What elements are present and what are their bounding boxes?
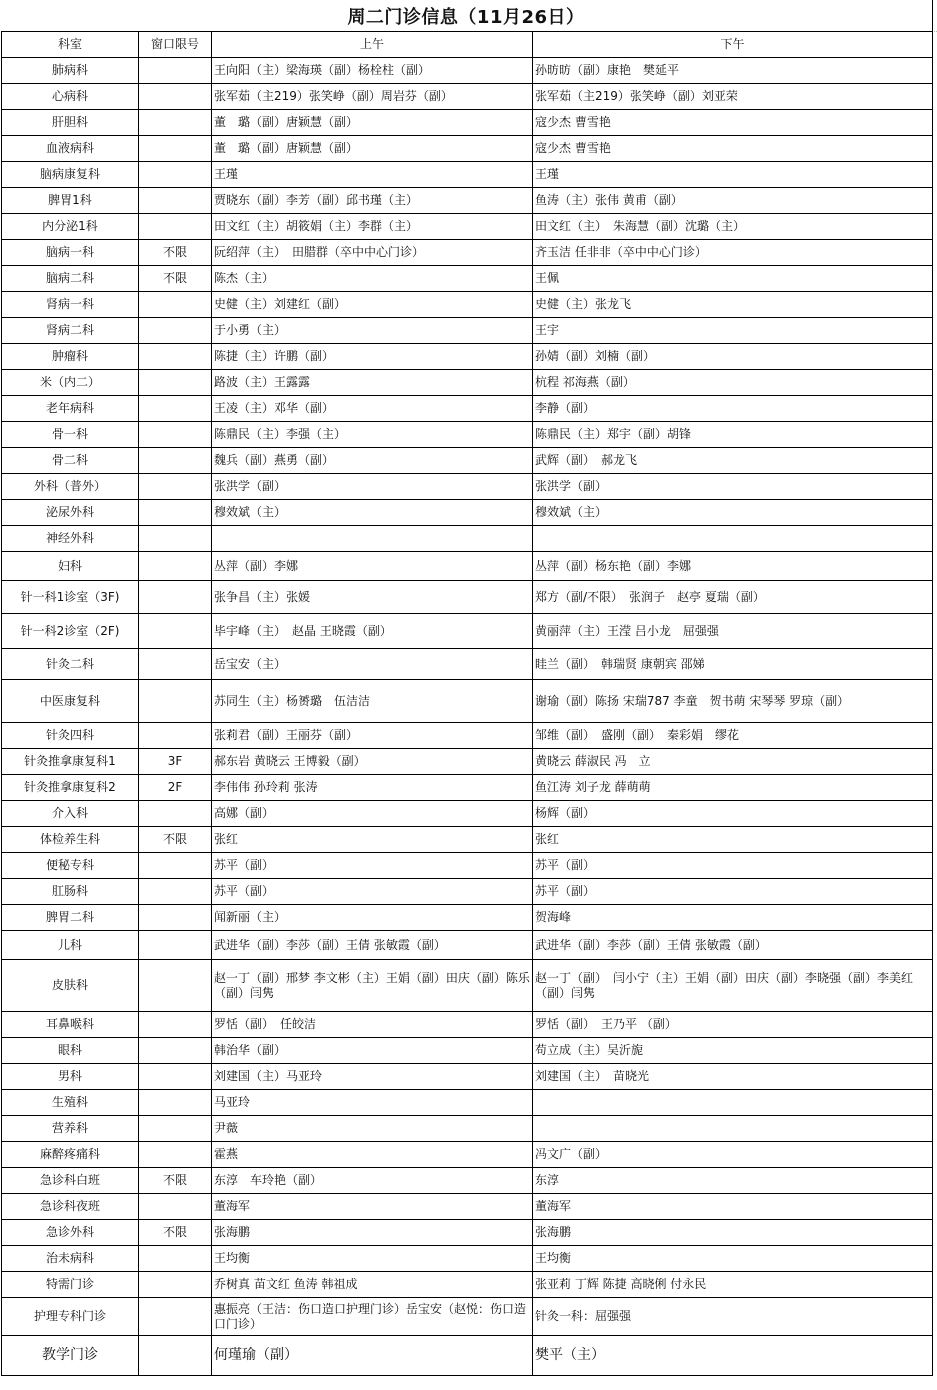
morning-cell: 王凌（主）邓华（副） xyxy=(212,396,533,422)
morning-cell: 丛萍（副）李娜 xyxy=(212,552,533,581)
afternoon-cell: 史健（主）张龙飞 xyxy=(533,292,933,318)
afternoon-cell: 樊平（主） xyxy=(533,1336,933,1376)
dept-cell: 肿瘤科 xyxy=(2,344,139,370)
afternoon-cell: 刘建国（主） 苗晓光 xyxy=(533,1064,933,1090)
table-row xyxy=(2,84,933,110)
morning-cell: 董 璐（副）唐颖慧（副） xyxy=(212,136,533,162)
afternoon-cell: 寇少杰 曹雪艳 xyxy=(533,110,933,136)
afternoon-cell: 张红 xyxy=(533,827,933,853)
table-row xyxy=(2,581,933,614)
window-limit-cell xyxy=(139,136,212,162)
morning-cell: 苏平（副） xyxy=(212,853,533,879)
table-row xyxy=(2,370,933,396)
dept-cell: 特需门诊 xyxy=(2,1272,139,1298)
morning-cell: 于小勇（主） xyxy=(212,318,533,344)
table-row xyxy=(2,58,933,84)
dept-cell: 治未病科 xyxy=(2,1246,139,1272)
dept-cell: 肾病二科 xyxy=(2,318,139,344)
afternoon-cell: 张洪学（副） xyxy=(533,474,933,500)
window-limit-cell xyxy=(139,581,212,614)
morning-cell: 张军茹（主219）张笑峥（副）周岩芬（副） xyxy=(212,84,533,110)
window-limit-cell xyxy=(139,500,212,526)
table-row xyxy=(2,110,933,136)
morning-cell: 尹薇 xyxy=(212,1116,533,1142)
table-row xyxy=(2,500,933,526)
window-limit-cell xyxy=(139,422,212,448)
table-row xyxy=(2,396,933,422)
window-limit-cell xyxy=(139,1038,212,1064)
window-limit-cell xyxy=(139,370,212,396)
window-limit-cell xyxy=(139,292,212,318)
afternoon-cell: 孙婧（副）刘楠（副） xyxy=(533,344,933,370)
table-row xyxy=(2,749,933,775)
table-row xyxy=(2,1246,933,1272)
morning-cell: 张洪学（副） xyxy=(212,474,533,500)
header-pm: 下午 xyxy=(533,32,933,58)
table-row xyxy=(2,318,933,344)
table-row xyxy=(2,879,933,905)
window-limit-cell xyxy=(139,214,212,240)
morning-cell: 何瑾瑜（副） xyxy=(212,1336,533,1376)
morning-cell: 郝东岩 黄晓云 王博毅（副） xyxy=(212,749,533,775)
morning-cell: 闻新丽（主） xyxy=(212,905,533,931)
dept-cell: 麻醉疼痛科 xyxy=(2,1142,139,1168)
sheet-gridline xyxy=(932,0,937,32)
window-limit-cell: 不限 xyxy=(139,827,212,853)
table-row xyxy=(2,1090,933,1116)
morning-cell: 惠振亮（王洁：伤口造口护理门诊）岳宝安（赵悦：伤口造口门诊） xyxy=(212,1298,533,1336)
afternoon-cell: 针灸一科：屈强强 xyxy=(533,1298,933,1336)
afternoon-cell: 冯文广（副） xyxy=(533,1142,933,1168)
window-limit-cell xyxy=(139,344,212,370)
morning-cell: 路波（主）王露露 xyxy=(212,370,533,396)
dept-cell: 便秘专科 xyxy=(2,853,139,879)
morning-cell: 张海鹏 xyxy=(212,1220,533,1246)
morning-cell: 张红 xyxy=(212,827,533,853)
dept-cell: 米（内二） xyxy=(2,370,139,396)
window-limit-cell xyxy=(139,1116,212,1142)
table-row xyxy=(2,526,933,552)
dept-cell: 男科 xyxy=(2,1064,139,1090)
morning-cell: 王瑾 xyxy=(212,162,533,188)
afternoon-cell: 穆效斌（主） xyxy=(533,500,933,526)
afternoon-cell: 陈鼎民（主）郑宇（副）胡锋 xyxy=(533,422,933,448)
table-row xyxy=(2,188,933,214)
dept-cell: 急诊外科 xyxy=(2,1220,139,1246)
dept-cell: 老年病科 xyxy=(2,396,139,422)
dept-cell: 耳鼻喉科 xyxy=(2,1012,139,1038)
morning-cell: 韩治华（副） xyxy=(212,1038,533,1064)
window-limit-cell xyxy=(139,448,212,474)
window-limit-cell xyxy=(139,1090,212,1116)
clinic-schedule-table xyxy=(1,31,933,1376)
afternoon-cell: 苏平（副） xyxy=(533,879,933,905)
morning-cell: 魏兵（副）燕勇（副） xyxy=(212,448,533,474)
morning-cell xyxy=(212,526,533,552)
header-row xyxy=(2,32,933,58)
header-window: 窗口限号 xyxy=(139,32,212,58)
morning-cell: 张争昌（主）张媛 xyxy=(212,581,533,614)
morning-cell: 毕宇峰（主） 赵晶 王晓霞（副） xyxy=(212,614,533,649)
table-row xyxy=(2,649,933,680)
dept-cell: 体检养生科 xyxy=(2,827,139,853)
window-limit-cell xyxy=(139,58,212,84)
morning-cell: 陈杰（主） xyxy=(212,266,533,292)
table-row xyxy=(2,827,933,853)
afternoon-cell: 贺海峰 xyxy=(533,905,933,931)
morning-cell: 王向阳（主）梁海瑛（副）杨栓柱（副） xyxy=(212,58,533,84)
dept-cell: 肾病一科 xyxy=(2,292,139,318)
table-row xyxy=(2,240,933,266)
afternoon-cell: 丛萍（副）杨东艳（副）李娜 xyxy=(533,552,933,581)
dept-cell: 心病科 xyxy=(2,84,139,110)
afternoon-cell: 东淳 xyxy=(533,1168,933,1194)
window-limit-cell xyxy=(139,614,212,649)
afternoon-cell: 鱼涛（主）张伟 黄甫（副） xyxy=(533,188,933,214)
dept-cell: 泌尿外科 xyxy=(2,500,139,526)
morning-cell: 乔树真 苗文红 鱼涛 韩祖成 xyxy=(212,1272,533,1298)
dept-cell: 眼科 xyxy=(2,1038,139,1064)
afternoon-cell: 齐玉洁 任非非（卒中中心门诊） xyxy=(533,240,933,266)
dept-cell: 外科（普外） xyxy=(2,474,139,500)
window-limit-cell xyxy=(139,188,212,214)
table-row xyxy=(2,1038,933,1064)
morning-cell: 赵一丁（副）邢梦 李文彬（主）王娟（副）田庆（副）陈乐（副）闫隽 xyxy=(212,960,533,1012)
morning-cell: 刘建国（主）马亚玲 xyxy=(212,1064,533,1090)
afternoon-cell: 张亚莉 丁辉 陈捷 高晓俐 付永民 xyxy=(533,1272,933,1298)
dept-cell: 护理专科门诊 xyxy=(2,1298,139,1336)
dept-cell: 介入科 xyxy=(2,801,139,827)
table-row xyxy=(2,1064,933,1090)
dept-cell: 针一科2诊室（2F) xyxy=(2,614,139,649)
dept-cell: 营养科 xyxy=(2,1116,139,1142)
morning-cell: 王均衡 xyxy=(212,1246,533,1272)
morning-cell: 马亚玲 xyxy=(212,1090,533,1116)
header-am: 上午 xyxy=(212,32,533,58)
morning-cell: 董 璐（副）唐颖慧（副） xyxy=(212,110,533,136)
afternoon-cell: 王佩 xyxy=(533,266,933,292)
table-row xyxy=(2,266,933,292)
window-limit-cell xyxy=(139,162,212,188)
afternoon-cell: 杨辉（副） xyxy=(533,801,933,827)
morning-cell: 陈鼎民（主）李强（主） xyxy=(212,422,533,448)
dept-cell: 脑病一科 xyxy=(2,240,139,266)
afternoon-cell: 黄丽萍（主）王滢 吕小龙 屈强强 xyxy=(533,614,933,649)
table-row xyxy=(2,1142,933,1168)
window-limit-cell xyxy=(139,526,212,552)
dept-cell: 针一科1诊室（3F) xyxy=(2,581,139,614)
afternoon-cell: 王瑾 xyxy=(533,162,933,188)
table-row xyxy=(2,1298,933,1336)
table-row xyxy=(2,723,933,749)
window-limit-cell: 不限 xyxy=(139,240,212,266)
window-limit-cell xyxy=(139,552,212,581)
afternoon-cell: 邹维（副） 盛刚（副） 秦彩娟 缪花 xyxy=(533,723,933,749)
window-limit-cell xyxy=(139,396,212,422)
window-limit-cell xyxy=(139,1246,212,1272)
table-row xyxy=(2,680,933,723)
table-row xyxy=(2,474,933,500)
afternoon-cell: 郑方（副/不限） 张润子 赵亭 夏瑞（副） xyxy=(533,581,933,614)
dept-cell: 妇科 xyxy=(2,552,139,581)
table-row xyxy=(2,552,933,581)
afternoon-cell: 田文红（主） 朱海慧（副）沈璐（主） xyxy=(533,214,933,240)
morning-cell: 苏平（副） xyxy=(212,879,533,905)
morning-cell: 田文红（主）胡筱娟（主）李群（主） xyxy=(212,214,533,240)
window-limit-cell: 不限 xyxy=(139,1168,212,1194)
dept-cell: 急诊科白班 xyxy=(2,1168,139,1194)
afternoon-cell: 苏平（副） xyxy=(533,853,933,879)
afternoon-cell xyxy=(533,526,933,552)
table-row xyxy=(2,448,933,474)
dept-cell: 骨二科 xyxy=(2,448,139,474)
afternoon-cell: 谢瑜（副）陈扬 宋瑞787 李童 贺书萌 宋琴琴 罗琼（副） xyxy=(533,680,933,723)
dept-cell: 肺病科 xyxy=(2,58,139,84)
morning-cell: 岳宝安（主） xyxy=(212,649,533,680)
dept-cell: 神经外科 xyxy=(2,526,139,552)
window-limit-cell xyxy=(139,960,212,1012)
table-row xyxy=(2,1272,933,1298)
dept-cell: 内分泌1科 xyxy=(2,214,139,240)
table-row xyxy=(2,960,933,1012)
dept-cell: 肛肠科 xyxy=(2,879,139,905)
morning-cell: 董海军 xyxy=(212,1194,533,1220)
table-row xyxy=(2,422,933,448)
dept-cell: 儿科 xyxy=(2,931,139,960)
table-row xyxy=(2,1220,933,1246)
afternoon-cell xyxy=(533,1090,933,1116)
table-row xyxy=(2,801,933,827)
afternoon-cell: 李静（副） xyxy=(533,396,933,422)
window-limit-cell xyxy=(139,1142,212,1168)
window-limit-cell xyxy=(139,723,212,749)
table-row xyxy=(2,853,933,879)
window-limit-cell xyxy=(139,649,212,680)
dept-cell: 肝胆科 xyxy=(2,110,139,136)
morning-cell: 霍燕 xyxy=(212,1142,533,1168)
dept-cell: 针灸推拿康复科2 xyxy=(2,775,139,801)
window-limit-cell xyxy=(139,1194,212,1220)
morning-cell: 阮绍萍（主） 田腊群（卒中中心门诊） xyxy=(212,240,533,266)
afternoon-cell: 黄晓云 薛淑民 冯 立 xyxy=(533,749,933,775)
dept-cell: 针灸推拿康复科1 xyxy=(2,749,139,775)
table-row xyxy=(2,214,933,240)
window-limit-cell xyxy=(139,84,212,110)
afternoon-cell xyxy=(533,1116,933,1142)
dept-cell: 脑病康复科 xyxy=(2,162,139,188)
dept-cell: 教学门诊 xyxy=(2,1336,139,1376)
dept-cell: 针灸四科 xyxy=(2,723,139,749)
table-row xyxy=(2,931,933,960)
table-row xyxy=(2,1012,933,1038)
afternoon-cell: 寇少杰 曹雪艳 xyxy=(533,136,933,162)
table-row xyxy=(2,1116,933,1142)
table-row xyxy=(2,162,933,188)
afternoon-cell: 武辉（副） 郝龙飞 xyxy=(533,448,933,474)
afternoon-cell: 武进华（副）李莎（副）王倩 张敏霞（副） xyxy=(533,931,933,960)
afternoon-cell: 赵一丁（副） 闫小宁（主）王娟（副）田庆（副）李晓强（副）李美红（副）闫隽 xyxy=(533,960,933,1012)
window-limit-cell: 不限 xyxy=(139,266,212,292)
morning-cell: 穆效斌（主） xyxy=(212,500,533,526)
table-row xyxy=(2,905,933,931)
table-row xyxy=(2,775,933,801)
morning-cell: 李伟伟 孙玲莉 张涛 xyxy=(212,775,533,801)
afternoon-cell: 苟立成（主）吴沂旎 xyxy=(533,1038,933,1064)
dept-cell: 脾胃二科 xyxy=(2,905,139,931)
table-row xyxy=(2,344,933,370)
window-limit-cell xyxy=(139,680,212,723)
dept-cell: 血液病科 xyxy=(2,136,139,162)
page-title: 周二门诊信息（11月26日） xyxy=(0,0,933,31)
morning-cell: 张莉君（副）王丽芬（副） xyxy=(212,723,533,749)
dept-cell: 针灸二科 xyxy=(2,649,139,680)
dept-cell: 中医康复科 xyxy=(2,680,139,723)
window-limit-cell xyxy=(139,1298,212,1336)
morning-cell: 贾晓东（副）李芳（副）邱书瑾（主） xyxy=(212,188,533,214)
afternoon-cell: 罗恬（副） 王乃平 （副） xyxy=(533,1012,933,1038)
morning-cell: 东淳 车玲艳（副） xyxy=(212,1168,533,1194)
window-limit-cell xyxy=(139,1336,212,1376)
window-limit-cell xyxy=(139,474,212,500)
window-limit-cell xyxy=(139,318,212,344)
afternoon-cell: 王宇 xyxy=(533,318,933,344)
dept-cell: 脾胃1科 xyxy=(2,188,139,214)
dept-cell: 生殖科 xyxy=(2,1090,139,1116)
morning-cell: 高娜（副） xyxy=(212,801,533,827)
window-limit-cell xyxy=(139,931,212,960)
morning-cell: 苏同生（主）杨赟璐 伍洁洁 xyxy=(212,680,533,723)
afternoon-cell: 张军茹（主219）张笑峥（副）刘亚荣 xyxy=(533,84,933,110)
table-row xyxy=(2,1168,933,1194)
window-limit-cell xyxy=(139,801,212,827)
header-dept: 科室 xyxy=(2,32,139,58)
table-row xyxy=(2,1336,933,1376)
table-row xyxy=(2,614,933,649)
window-limit-cell xyxy=(139,110,212,136)
afternoon-cell: 孙昉昉（副）康艳 樊延平 xyxy=(533,58,933,84)
window-limit-cell xyxy=(139,1064,212,1090)
table-row xyxy=(2,1194,933,1220)
window-limit-cell xyxy=(139,905,212,931)
table-row xyxy=(2,292,933,318)
afternoon-cell: 张海鹏 xyxy=(533,1220,933,1246)
afternoon-cell: 董海军 xyxy=(533,1194,933,1220)
window-limit-cell xyxy=(139,853,212,879)
afternoon-cell: 王均衡 xyxy=(533,1246,933,1272)
window-limit-cell xyxy=(139,1272,212,1298)
dept-cell: 骨一科 xyxy=(2,422,139,448)
window-limit-cell: 不限 xyxy=(139,1220,212,1246)
window-limit-cell xyxy=(139,879,212,905)
table-row xyxy=(2,136,933,162)
morning-cell: 罗恬（副） 任皎洁 xyxy=(212,1012,533,1038)
window-limit-cell xyxy=(139,1012,212,1038)
afternoon-cell: 杭程 祁海燕（副） xyxy=(533,370,933,396)
afternoon-cell: 鱼江涛 刘子龙 薛萌萌 xyxy=(533,775,933,801)
dept-cell: 皮肤科 xyxy=(2,960,139,1012)
morning-cell: 陈捷（主）许鹏（副） xyxy=(212,344,533,370)
morning-cell: 武进华（副）李莎（副）王倩 张敏霞（副） xyxy=(212,931,533,960)
window-limit-cell: 3F xyxy=(139,749,212,775)
window-limit-cell: 2F xyxy=(139,775,212,801)
afternoon-cell: 眭兰（副） 韩瑞贤 康朝宾 邵娣 xyxy=(533,649,933,680)
morning-cell: 史健（主）刘建红（副） xyxy=(212,292,533,318)
dept-cell: 脑病二科 xyxy=(2,266,139,292)
dept-cell: 急诊科夜班 xyxy=(2,1194,139,1220)
